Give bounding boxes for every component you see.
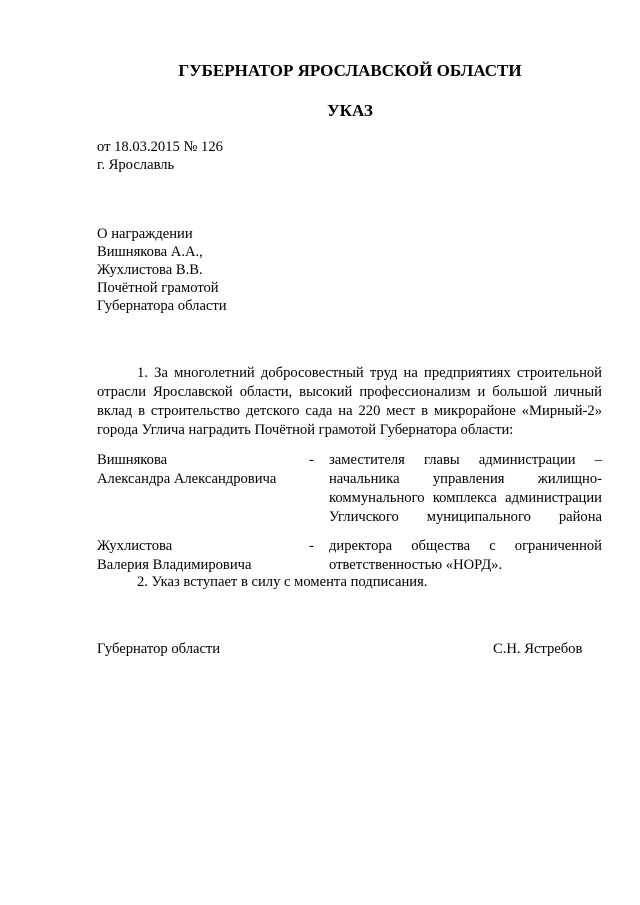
city: г. Ярославль xyxy=(97,157,175,173)
paragraph-1: 1. За многолетний добросовестный труд на предприятиях строительной отрасли Ярославской области, высокий профессионализм и большой личный вклад в строительство детского сада на 220 мест в микрорайоне «Мирный-2» города Углича наградить Почётной грамотой Губернатора области: xyxy=(97,365,602,438)
date-number: от 18.03.2015 № 126 xyxy=(97,139,223,155)
decree-meta xyxy=(97,138,223,174)
awardee-name xyxy=(97,537,312,575)
decree-subject xyxy=(97,225,227,315)
document-type-heading: УКАЗ xyxy=(327,101,373,120)
subject-line: Жухлистова В.В. xyxy=(97,262,203,278)
signatory-title: Губернатор области xyxy=(97,641,221,657)
subject-line: Вишнякова А.А., xyxy=(97,244,203,260)
awardee-surname: Вишнякова xyxy=(97,452,168,468)
awardee-given-names: Валерия Владимировича xyxy=(97,557,252,573)
dash-separator: - xyxy=(309,452,314,468)
dash-separator: - xyxy=(309,538,314,554)
subject-line: Губернатора области xyxy=(97,298,227,314)
subject-line: Почётной грамотой xyxy=(97,280,219,296)
subject-line: О награждении xyxy=(97,226,193,242)
awardee-given-names: Александра Александровича xyxy=(97,471,277,487)
awardee-position: заместителя главы администрации – начальника управления жилищно-коммунального комплекса администрации Угличского муниципального района xyxy=(329,452,602,525)
paragraph-2: 2. Указ вступает в силу с момента подписания. xyxy=(137,574,428,590)
awardee-surname: Жухлистова xyxy=(97,538,173,554)
signatory-name: С.Н. Ястребов xyxy=(493,641,583,657)
issuer-heading: ГУБЕРНАТОР ЯРОСЛАВСКОЙ ОБЛАСТИ xyxy=(178,61,522,80)
awardee-name xyxy=(97,451,312,489)
awardee-position: директора общества с ограниченной ответственностью «НОРД». xyxy=(329,538,602,573)
